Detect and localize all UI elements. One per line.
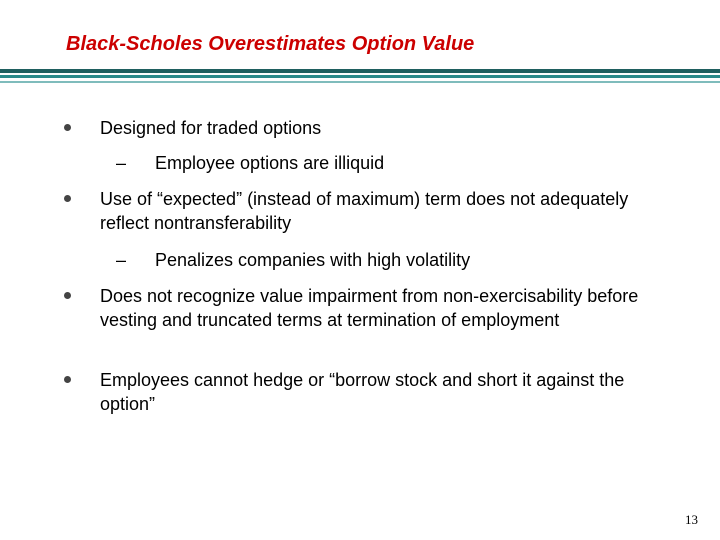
title-rule-light xyxy=(0,81,720,83)
bullet-text: Does not recognize value impairment from non-exercisability before vesting and truncated terms at termination of employment xyxy=(100,286,639,330)
bullet-dot-icon xyxy=(64,195,71,202)
sub-bullet-text: Employee options are illiquid xyxy=(155,153,385,173)
title-rule-dark xyxy=(0,69,720,73)
bullet-dot-icon xyxy=(64,124,71,131)
bullet-dot-icon xyxy=(64,376,71,383)
sub-bullet-text: Penalizes companies with high volatility xyxy=(155,250,471,270)
bullet-dot-icon xyxy=(64,292,71,299)
page-number: 13 xyxy=(685,512,698,527)
title-rule-mid xyxy=(0,75,720,78)
bullet-text: Designed for traded options xyxy=(100,118,322,138)
dash-icon: – xyxy=(116,250,127,270)
slide-title: Black-Scholes Overestimates Option Value xyxy=(66,33,475,55)
dash-icon: – xyxy=(116,153,127,173)
bullet-text: Employees cannot hedge or “borrow stock and short it against the option” xyxy=(100,370,625,414)
bullet-text: Use of “expected” (instead of maximum) term does not adequately reflect nontransferability xyxy=(100,189,629,233)
